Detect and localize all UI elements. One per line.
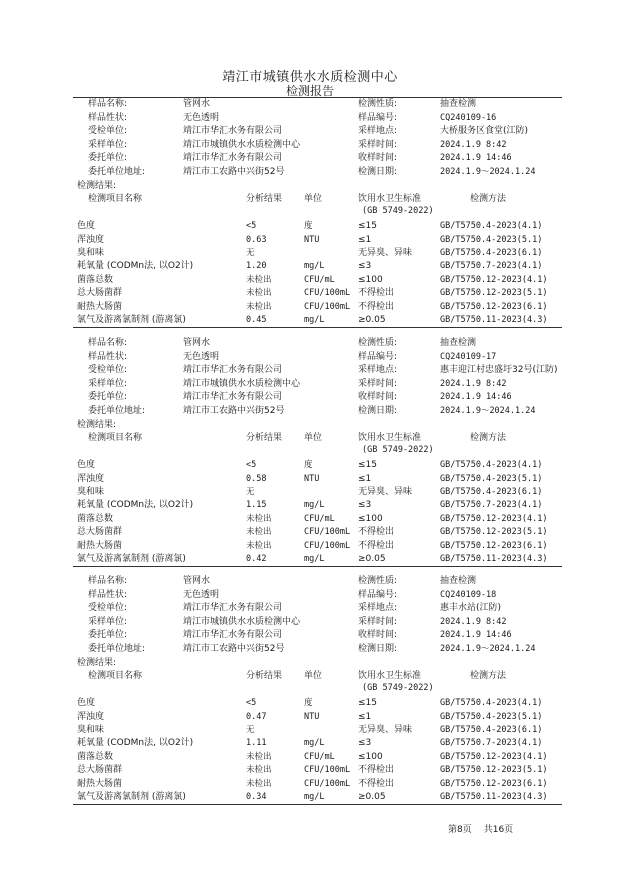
sampling-unit-value: 靖江市城镇供水水质检测中心 bbox=[183, 616, 301, 627]
sample-state-value: 无色透明 bbox=[183, 351, 220, 362]
row-item: 耐热大肠菌 bbox=[77, 540, 123, 551]
sample-no-value: CQ240109-16 bbox=[440, 112, 497, 123]
client-unit-value: 靖江市华汇水务有限公司 bbox=[183, 630, 283, 641]
detection-date-label: 检测日期: bbox=[358, 644, 398, 654]
row-item: 菌落总数 bbox=[77, 513, 114, 524]
row-result: 未检出 bbox=[246, 274, 272, 285]
detection-date-value: 2024.1.9～2024.1.24 bbox=[440, 644, 536, 654]
row-unit: mg/L bbox=[304, 738, 325, 749]
row-standard: 不得检出 bbox=[358, 301, 395, 312]
header-rule bbox=[73, 97, 562, 98]
col-result-header: 分析结果 bbox=[246, 433, 283, 444]
sample-no-label: 样品编号: bbox=[358, 351, 398, 362]
sample-name-value: 管网水 bbox=[183, 576, 211, 586]
row-result: 0.47 bbox=[246, 711, 267, 722]
row-unit: mg/L bbox=[304, 315, 325, 325]
row-item: 菌落总数 bbox=[77, 274, 114, 285]
sample-name-value: 管网水 bbox=[183, 99, 211, 109]
row-unit: 度 bbox=[304, 221, 313, 232]
row-result: 未检出 bbox=[246, 778, 272, 789]
row-standard: ≤100 bbox=[358, 513, 383, 524]
col-standard-header: 饮用水卫生标准 bbox=[358, 671, 422, 682]
row-method: GB/T5750.7-2023(4.1) bbox=[440, 261, 543, 272]
row-unit: NTU bbox=[304, 711, 320, 722]
row-result: 1.11 bbox=[246, 738, 267, 749]
entrusted-unit-value: 靖江市华汇水务有限公司 bbox=[183, 603, 283, 614]
receive-time-label: 收样时间: bbox=[358, 392, 398, 403]
row-standard: 不得检出 bbox=[358, 778, 395, 789]
row-unit: CFU/100mL bbox=[304, 288, 351, 299]
col-standard-header: 饮用水卫生标准 bbox=[358, 433, 422, 444]
row-method: GB/T5750.4-2023(4.1) bbox=[440, 698, 543, 709]
row-standard: ≤1 bbox=[358, 711, 372, 722]
sample-name-value: 管网水 bbox=[183, 338, 211, 348]
detection-date-label: 检测日期: bbox=[358, 406, 398, 416]
detection-date-value: 2024.1.9～2024.1.24 bbox=[440, 406, 536, 416]
row-unit: mg/L bbox=[304, 500, 325, 511]
col-item-header: 检测项目名称 bbox=[88, 671, 143, 682]
entrusted-unit-label: 受检单位: bbox=[88, 603, 128, 614]
client-address-label: 委托单位地址: bbox=[88, 644, 146, 654]
row-item: 耐热大肠菌 bbox=[77, 301, 123, 312]
sampling-unit-value: 靖江市城镇供水水质检测中心 bbox=[183, 378, 301, 389]
col-method-header: 检测方法 bbox=[470, 433, 507, 444]
detection-nature-value: 抽查检测 bbox=[440, 576, 477, 586]
row-standard: ≥0.05 bbox=[358, 554, 386, 564]
sampling-location-label: 采样地点: bbox=[358, 365, 398, 376]
row-item: 耐热大肠菌 bbox=[77, 778, 123, 789]
sampling-location-value: 惠丰水站(江防) bbox=[440, 603, 502, 614]
sample-no-label: 样品编号: bbox=[358, 112, 398, 123]
row-standard: ≤3 bbox=[358, 261, 372, 272]
col-result-header: 分析结果 bbox=[246, 671, 283, 682]
row-standard: ≥0.05 bbox=[358, 315, 386, 325]
row-item: 耗氧量 (CODMn法, 以O2计) bbox=[77, 261, 194, 272]
row-method: GB/T5750.4-2023(5.1) bbox=[440, 234, 543, 245]
row-item: 氯气及游离氯制剂 (游离氯) bbox=[77, 315, 186, 325]
detection-nature-label: 检测性质: bbox=[358, 338, 398, 348]
sample-no-value: CQ240109-17 bbox=[440, 351, 497, 362]
row-item: 臭和味 bbox=[77, 725, 105, 735]
row-result: 未检出 bbox=[246, 527, 272, 538]
row-result: 0.42 bbox=[246, 554, 267, 564]
row-result: 未检出 bbox=[246, 751, 272, 762]
row-standard: 无异臭、异味 bbox=[358, 248, 413, 258]
col-unit-header: 单位 bbox=[304, 671, 323, 682]
section-rule bbox=[73, 804, 562, 805]
row-method: GB/T5750.4-2023(6.1) bbox=[440, 248, 543, 258]
row-method: GB/T5750.12-2023(4.1) bbox=[440, 274, 548, 285]
row-standard: 不得检出 bbox=[358, 765, 395, 776]
row-result: 1.15 bbox=[246, 500, 267, 511]
client-address-label: 委托单位地址: bbox=[88, 167, 146, 177]
row-standard: ≤3 bbox=[358, 500, 372, 511]
sampling-time-label: 采样时间: bbox=[358, 378, 398, 389]
sample-state-value: 无色透明 bbox=[183, 112, 220, 123]
sampling-time-value: 2024.1.9 8:42 bbox=[440, 378, 507, 389]
row-item: 氯气及游离氯制剂 (游离氯) bbox=[77, 792, 186, 802]
row-item: 臭和味 bbox=[77, 487, 105, 497]
row-method: GB/T5750.11-2023(4.3) bbox=[440, 554, 548, 564]
row-method: GB/T5750.12-2023(4.1) bbox=[440, 751, 548, 762]
row-result: <5 bbox=[246, 460, 257, 471]
page-footer bbox=[448, 822, 525, 835]
row-method: GB/T5750.4-2023(4.1) bbox=[440, 460, 543, 471]
row-method: GB/T5750.12-2023(5.1) bbox=[440, 765, 548, 776]
row-result: 未检出 bbox=[246, 513, 272, 524]
detection-nature-value: 抽查检测 bbox=[440, 99, 477, 109]
row-method: GB/T5750.7-2023(4.1) bbox=[440, 738, 543, 749]
row-result: 无 bbox=[246, 725, 255, 735]
client-address-value: 靖江市工农路中兴街52号 bbox=[183, 644, 285, 654]
results-label: 检测结果: bbox=[77, 657, 117, 668]
col-item-header: 检测项目名称 bbox=[88, 433, 143, 444]
row-result: 未检出 bbox=[246, 540, 272, 551]
sampling-unit-value: 靖江市城镇供水水质检测中心 bbox=[183, 139, 301, 150]
row-method: GB/T5750.4-2023(4.1) bbox=[440, 221, 543, 232]
row-item: 总大肠菌群 bbox=[77, 765, 123, 776]
row-unit: CFU/100mL bbox=[304, 765, 351, 776]
receive-time-value: 2024.1.9 14:46 bbox=[440, 630, 512, 641]
receive-time-value: 2024.1.9 14:46 bbox=[440, 392, 512, 403]
sample-name-label: 样品名称: bbox=[88, 338, 128, 348]
row-standard: ≤100 bbox=[358, 274, 383, 285]
client-address-value: 靖江市工农路中兴街52号 bbox=[183, 406, 285, 416]
client-address-value: 靖江市工农路中兴街52号 bbox=[183, 167, 285, 177]
row-unit: CFU/mL bbox=[304, 513, 335, 524]
row-unit: mg/L bbox=[304, 554, 325, 564]
row-method: GB/T5750.4-2023(5.1) bbox=[440, 473, 543, 484]
entrusted-unit-label: 受检单位: bbox=[88, 365, 128, 376]
receive-time-label: 收样时间: bbox=[358, 153, 398, 164]
row-item: 浑浊度 bbox=[77, 473, 105, 484]
row-item: 耗氧量 (CODMn法, 以O2计) bbox=[77, 738, 194, 749]
row-result: 0.63 bbox=[246, 234, 267, 245]
row-item: 臭和味 bbox=[77, 248, 105, 258]
row-method: GB/T5750.11-2023(4.3) bbox=[440, 792, 548, 802]
row-item: 色度 bbox=[77, 698, 96, 709]
row-standard: ≤100 bbox=[358, 751, 383, 762]
row-unit: CFU/mL bbox=[304, 274, 335, 285]
detection-nature-value: 抽查检测 bbox=[440, 338, 477, 348]
detection-nature-label: 检测性质: bbox=[358, 576, 398, 586]
sample-name-label: 样品名称: bbox=[88, 576, 128, 586]
detection-nature-label: 检测性质: bbox=[358, 99, 398, 109]
row-unit: CFU/100mL bbox=[304, 301, 351, 312]
row-item: 氯气及游离氯制剂 (游离氯) bbox=[77, 554, 186, 564]
row-result: <5 bbox=[246, 221, 257, 232]
sample-state-label: 样品性状: bbox=[88, 351, 128, 362]
section-rule bbox=[73, 566, 562, 567]
row-method: GB/T5750.12-2023(6.1) bbox=[440, 301, 548, 312]
sampling-location-value: 惠丰迎江村忠盛圩32号(江防) bbox=[440, 365, 558, 376]
sampling-location-label: 采样地点: bbox=[358, 126, 398, 137]
sampling-time-value: 2024.1.9 8:42 bbox=[440, 616, 507, 627]
sampling-time-label: 采样时间: bbox=[358, 139, 398, 150]
row-result: <5 bbox=[246, 698, 257, 709]
row-item: 耗氧量 (CODMn法, 以O2计) bbox=[77, 500, 194, 511]
row-method: GB/T5750.7-2023(4.1) bbox=[440, 500, 543, 511]
row-unit: 度 bbox=[304, 460, 313, 471]
row-result: 1.20 bbox=[246, 261, 267, 272]
sampling-location-label: 采样地点: bbox=[358, 603, 398, 614]
row-standard: 不得检出 bbox=[358, 540, 395, 551]
col-result-header: 分析结果 bbox=[246, 194, 283, 205]
row-result: 未检出 bbox=[246, 288, 272, 299]
col-method-header: 检测方法 bbox=[470, 194, 507, 205]
row-method: GB/T5750.4-2023(6.1) bbox=[440, 487, 543, 497]
row-unit: mg/L bbox=[304, 261, 325, 272]
row-standard: 无异臭、异味 bbox=[358, 487, 413, 497]
row-method: GB/T5750.4-2023(5.1) bbox=[440, 711, 543, 722]
sample-state-label: 样品性状: bbox=[88, 112, 128, 123]
row-standard: 不得检出 bbox=[358, 527, 395, 538]
receive-time-value: 2024.1.9 14:46 bbox=[440, 153, 512, 164]
row-standard: ≤1 bbox=[358, 473, 372, 484]
client-unit-label: 委托单位: bbox=[88, 630, 128, 641]
row-standard: ≥0.05 bbox=[358, 792, 386, 802]
entrusted-unit-label: 受检单位: bbox=[88, 126, 128, 137]
client-unit-label: 委托单位: bbox=[88, 153, 128, 164]
client-unit-label: 委托单位: bbox=[88, 392, 128, 403]
receive-time-label: 收样时间: bbox=[358, 630, 398, 641]
row-standard: ≤1 bbox=[358, 234, 372, 245]
row-item: 色度 bbox=[77, 460, 96, 471]
row-unit: NTU bbox=[304, 234, 320, 245]
row-method: GB/T5750.12-2023(6.1) bbox=[440, 778, 548, 789]
row-item: 浑浊度 bbox=[77, 711, 105, 722]
row-method: GB/T5750.12-2023(5.1) bbox=[440, 527, 548, 538]
row-result: 0.34 bbox=[246, 792, 267, 802]
col-method-header: 检测方法 bbox=[470, 671, 507, 682]
row-unit: CFU/100mL bbox=[304, 540, 351, 551]
row-result: 无 bbox=[246, 487, 255, 497]
client-address-label: 委托单位地址: bbox=[88, 406, 146, 416]
detection-date-label: 检测日期: bbox=[358, 167, 398, 177]
row-method: GB/T5750.4-2023(6.1) bbox=[440, 725, 543, 735]
row-standard: 无异臭、异味 bbox=[358, 725, 413, 735]
row-standard: ≤15 bbox=[358, 698, 377, 709]
col-unit-header: 单位 bbox=[304, 194, 323, 205]
client-unit-value: 靖江市华汇水务有限公司 bbox=[183, 392, 283, 403]
sample-name-label: 样品名称: bbox=[88, 99, 128, 109]
row-unit: CFU/mL bbox=[304, 751, 335, 762]
row-result: 未检出 bbox=[246, 301, 272, 312]
row-unit: CFU/100mL bbox=[304, 527, 351, 538]
col-standard-code: (GB 5749-2022) bbox=[362, 206, 434, 217]
report-title: 检测报告 bbox=[285, 84, 334, 98]
detection-date-value: 2024.1.9～2024.1.24 bbox=[440, 167, 536, 177]
col-item-header: 检测项目名称 bbox=[88, 194, 143, 205]
col-unit-header: 单位 bbox=[304, 433, 323, 444]
sampling-unit-label: 采样单位: bbox=[88, 616, 128, 627]
sampling-time-label: 采样时间: bbox=[358, 616, 398, 627]
page-total: 共16页 bbox=[483, 825, 514, 835]
sampling-location-value: 大桥服务区食堂(江防) bbox=[440, 126, 529, 137]
row-result: 0.58 bbox=[246, 473, 267, 484]
sample-no-label: 样品编号: bbox=[358, 589, 398, 600]
row-method: GB/T5750.11-2023(4.3) bbox=[440, 315, 548, 325]
row-method: GB/T5750.12-2023(4.1) bbox=[440, 513, 548, 524]
entrusted-unit-value: 靖江市华汇水务有限公司 bbox=[183, 126, 283, 137]
sampling-unit-label: 采样单位: bbox=[88, 139, 128, 150]
results-label: 检测结果: bbox=[77, 180, 117, 191]
row-item: 总大肠菌群 bbox=[77, 527, 123, 538]
col-standard-code: (GB 5749-2022) bbox=[362, 445, 434, 456]
sampling-time-value: 2024.1.9 8:42 bbox=[440, 139, 507, 150]
client-unit-value: 靖江市华汇水务有限公司 bbox=[183, 153, 283, 164]
row-unit: NTU bbox=[304, 473, 320, 484]
row-standard: ≤3 bbox=[358, 738, 372, 749]
section-rule bbox=[73, 327, 562, 328]
row-item: 色度 bbox=[77, 221, 96, 232]
row-item: 浑浊度 bbox=[77, 234, 105, 245]
row-result: 0.45 bbox=[246, 315, 267, 325]
sampling-unit-label: 采样单位: bbox=[88, 378, 128, 389]
row-unit: 度 bbox=[304, 698, 313, 709]
row-method: GB/T5750.12-2023(5.1) bbox=[440, 288, 548, 299]
row-standard: 不得检出 bbox=[358, 288, 395, 299]
row-unit: mg/L bbox=[304, 792, 325, 802]
row-standard: ≤15 bbox=[358, 460, 377, 471]
row-unit: CFU/100mL bbox=[304, 778, 351, 789]
col-standard-code: (GB 5749-2022) bbox=[362, 683, 434, 694]
page-number: 第8页 bbox=[448, 825, 472, 835]
row-item: 总大肠菌群 bbox=[77, 288, 123, 299]
row-result: 无 bbox=[246, 248, 255, 258]
row-standard: ≤15 bbox=[358, 221, 377, 232]
row-method: GB/T5750.12-2023(6.1) bbox=[440, 540, 548, 551]
entrusted-unit-value: 靖江市华汇水务有限公司 bbox=[183, 365, 283, 376]
sample-state-value: 无色透明 bbox=[183, 589, 220, 600]
results-label: 检测结果: bbox=[77, 419, 117, 430]
col-standard-header: 饮用水卫生标准 bbox=[358, 194, 422, 205]
row-result: 未检出 bbox=[246, 765, 272, 776]
sample-no-value: CQ240109-18 bbox=[440, 589, 497, 600]
row-item: 菌落总数 bbox=[77, 751, 114, 762]
org-title: 靖江市城镇供水水质检测中心 bbox=[222, 70, 398, 85]
sample-state-label: 样品性状: bbox=[88, 589, 128, 600]
